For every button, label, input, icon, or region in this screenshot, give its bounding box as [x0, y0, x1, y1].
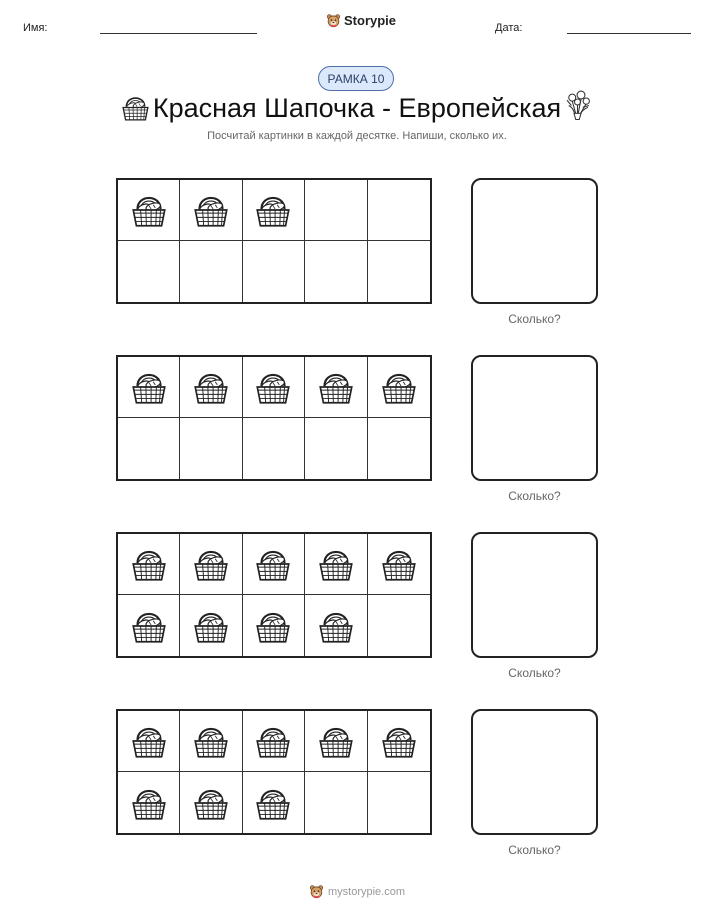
brand-name: Storypie [344, 13, 397, 28]
flower-bouquet-icon [560, 88, 595, 123]
bread-basket-icon [128, 366, 170, 408]
ten-frame-cell [118, 418, 180, 479]
bread-basket-icon [315, 605, 357, 647]
bread-basket-icon [315, 720, 357, 762]
answer-box[interactable] [471, 532, 598, 658]
ten-frame-cell [368, 357, 430, 418]
ten-frame-cell [243, 595, 305, 656]
bread-basket-icon [378, 543, 420, 585]
name-label: Имя: [23, 22, 48, 34]
ten-frame-cell [305, 418, 367, 479]
ten-frame-cell [305, 772, 367, 833]
ten-frame-cell [305, 180, 367, 241]
ten-frame-cell [305, 711, 367, 772]
ten-frame-cell [305, 534, 367, 595]
ten-frame-cell [368, 595, 430, 656]
bear-mascot-icon [309, 884, 324, 899]
footer-url[interactable]: mystorypie.com [327, 885, 406, 898]
bread-basket-icon [190, 720, 232, 762]
answer-label: Сколько? [508, 489, 561, 503]
bread-basket-icon [190, 543, 232, 585]
ten-frame-cell [243, 711, 305, 772]
bread-basket-icon [128, 720, 170, 762]
ten-frame [116, 355, 432, 481]
bread-basket-icon [315, 366, 357, 408]
bread-basket-icon [190, 605, 232, 647]
ten-frame-cell [243, 357, 305, 418]
ten-frame [116, 178, 432, 304]
answer-box[interactable] [471, 355, 598, 481]
bread-basket-icon [378, 366, 420, 408]
ten-frame [116, 532, 432, 658]
ten-frame-cell [180, 772, 242, 833]
ten-frame-cell [243, 534, 305, 595]
ten-frame-cell [243, 241, 305, 302]
bread-basket-icon [128, 189, 170, 231]
ten-frame-cell [243, 418, 305, 479]
ten-frame-cell [118, 772, 180, 833]
answer-label: Сколько? [508, 843, 561, 857]
ten-frame-cell [368, 418, 430, 479]
bread-basket-icon [378, 720, 420, 762]
ten-frame-cell [180, 241, 242, 302]
ten-frame-cell [368, 711, 430, 772]
ten-frame-cell [305, 357, 367, 418]
answer-box[interactable] [471, 709, 598, 835]
ten-frame-cell [118, 711, 180, 772]
bread-basket-icon [128, 782, 170, 824]
date-label: Дата: [495, 22, 523, 34]
instructions: Посчитай картинки в каждой десятке. Напиши, сколько их. [207, 130, 507, 142]
ten-frame [116, 709, 432, 835]
bread-basket-icon [190, 782, 232, 824]
bread-basket-icon [128, 605, 170, 647]
ten-frame-cell [180, 534, 242, 595]
ten-frame-cell [368, 241, 430, 302]
ten-frame-cell [180, 418, 242, 479]
ten-frame-cell [243, 180, 305, 241]
answer-label: Сколько? [508, 666, 561, 680]
answer-label: Сколько? [508, 312, 561, 326]
date-line[interactable] [567, 33, 691, 34]
bread-basket-icon [315, 543, 357, 585]
ten-frame-cell [180, 711, 242, 772]
ten-frame-cell [368, 772, 430, 833]
name-line[interactable] [100, 33, 257, 34]
bread-basket-icon [252, 543, 294, 585]
bread-basket-icon [252, 720, 294, 762]
bear-mascot-icon [326, 13, 341, 28]
footer [0, 884, 714, 899]
frame-badge: РАМКА 10 [318, 66, 394, 91]
ten-frame-cell [368, 180, 430, 241]
bread-basket-icon [252, 366, 294, 408]
ten-frame-cell [180, 357, 242, 418]
bread-basket-icon [252, 605, 294, 647]
ten-frame-cell [243, 772, 305, 833]
ten-frame-cell [180, 180, 242, 241]
ten-frame-cell [118, 241, 180, 302]
bread-basket-icon [190, 366, 232, 408]
bread-basket-icon [252, 189, 294, 231]
ten-frame-cell [368, 534, 430, 595]
brand-logo [326, 13, 396, 28]
bread-basket-icon [190, 189, 232, 231]
ten-frame-cell [118, 180, 180, 241]
bread-basket-icon [252, 782, 294, 824]
ten-frame-cell [305, 241, 367, 302]
answer-box[interactable] [471, 178, 598, 304]
ten-frame-cell [305, 595, 367, 656]
ten-frame-cell [180, 595, 242, 656]
page-title: Красная Шапочка - Европейская [152, 93, 562, 123]
ten-frame-cell [118, 595, 180, 656]
ten-frame-cell [118, 534, 180, 595]
bread-basket-icon [128, 543, 170, 585]
ten-frame-cell [118, 357, 180, 418]
